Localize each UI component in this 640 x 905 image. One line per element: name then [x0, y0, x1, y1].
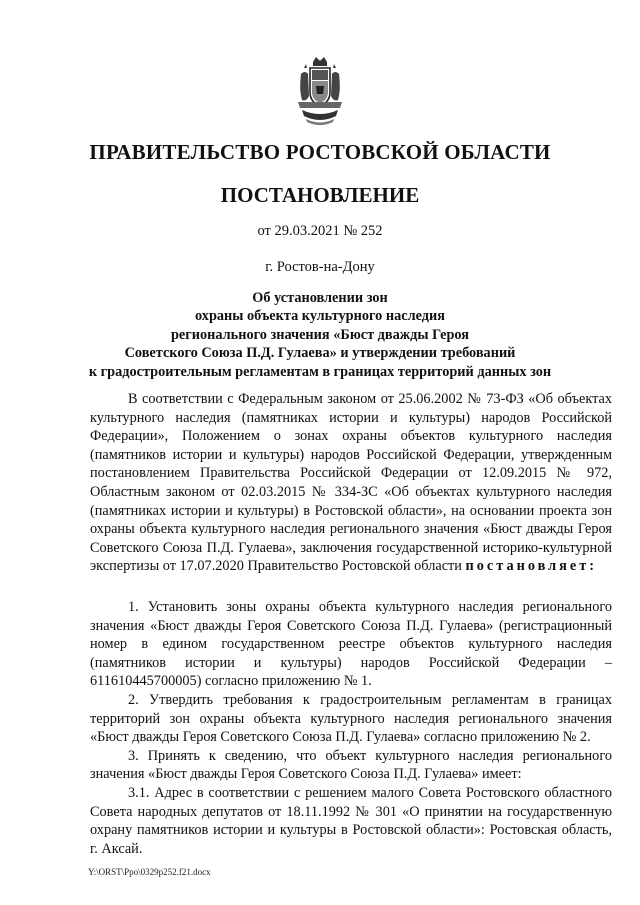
document-subject	[40, 289, 600, 381]
document-type: ПОСТАНОВЛЕНИЕ	[220, 183, 420, 207]
resolution-item-3-1: 3.1. Адрес в соответствии с решением малого Совета Ростовского областного Совета народных депутатов от 18.11.1992 № 301 «О принятии на государственную охрану памятников истории и культуры в Ростовской области»: Ростовская область, г. Аксай.	[90, 784, 612, 857]
resolves-word: постановляет:	[465, 558, 598, 575]
coat-of-arms-icon	[296, 56, 344, 126]
subject-line: охраны объекта культурного наследия	[195, 308, 445, 325]
resolution-item-1: 1. Установить зоны охраны объекта культурного наследия регионального значения «Бюст дважды Героя Советского Союза П.Д. Гулаева» (регистрационный номер в едином государственном реестре объектов культурного наследия (памятников истории и культуры) народов Российской Федерации – 611610445700005) согласно приложению № 1.	[90, 599, 612, 690]
preamble-paragraph	[90, 390, 612, 576]
preamble	[90, 390, 612, 576]
organization-title: ПРАВИТЕЛЬСТВО РОСТОВСКОЙ ОБЛАСТИ	[89, 140, 551, 164]
document-date-number: от 29.03.2021 № 252	[257, 223, 383, 239]
subject-line: регионального значения «Бюст дважды Героя	[170, 326, 470, 343]
resolution-items	[90, 598, 612, 858]
document-city: г. Ростов-на-Дону	[265, 259, 375, 275]
resolution-item-3: 3. Принять к сведению, что объект культурного наследия регионального значения «Бюст дважды Героя Советского Союза П.Д. Гулаева» имеет:	[90, 747, 612, 783]
subject-line: Об установлении зон	[252, 290, 388, 306]
file-path-footer: Y:\ORST\Ppo\0329p252.f21.docx	[88, 867, 211, 877]
resolution-item-2: 2. Утвердить требования к градостроительным регламентам в границах территорий зон охраны объекта культурного наследия регионального значения «Бюст дважды Героя Советского Союза П.Д. Гулаева» согласно приложению № 2.	[90, 691, 612, 746]
preamble-text: В соответствии с Федеральным законом от 25.06.2002 № 73-ФЗ «Об объектах культурного наследия (памятниках истории и культуры) народов Российской Федерации», Положением о зонах охраны объектов культурного наследия (памятников истории и культуры) народов Российской Федерации, утвержденным постановлением Правительства Российской Федерации от 12.09.2015 № 972, Областным законом от 02.03.2015 № 334-ЗС «Об объектах культурного наследия (памятниках истории и культуры) в Ростовской области», на основании проекта зон охраны объекта культурного наследия регионального значения «Бюст дважды Героя Советского Союза П.Д. Гулаева», заключения государственной историко-культурной экспертизы от 17.07.2020 Правительство Ростовской области	[90, 391, 612, 575]
subject-line: к градостроительным регламентам в границах территорий данных зон	[88, 363, 552, 380]
subject-line: Советского Союза П.Д. Гулаева» и утверждении требований	[124, 345, 516, 362]
